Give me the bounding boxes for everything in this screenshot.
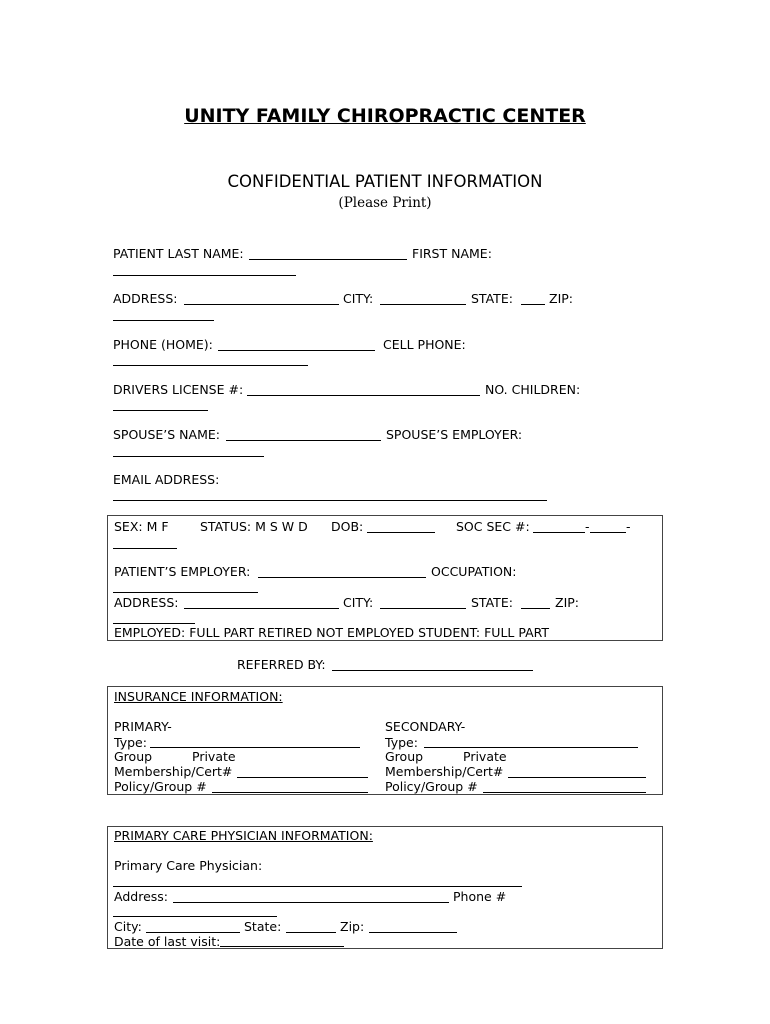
patient-employer-field[interactable] [258,577,426,578]
primary-membership-label: Membership/Cert# [114,764,233,779]
no-children-field[interactable] [113,410,208,411]
physician-phone-label: Phone # [453,889,507,904]
form-subtitle: CONFIDENTIAL PATIENT INFORMATION [227,172,543,191]
employer-zip-label: ZIP: [555,595,579,610]
physician-name-field[interactable] [113,886,522,887]
employer-city-label: CITY: [343,595,374,610]
referred-by-field[interactable] [332,670,533,671]
dob-field[interactable] [367,532,435,533]
status-label: STATUS: M S W D [200,519,308,534]
physician-city-label: City: [114,919,142,934]
physician-city-field[interactable] [146,932,240,933]
soc-sec-field-3[interactable] [113,548,177,549]
referred-by-label: REFERRED BY: [237,657,326,672]
physician-zip-field[interactable] [369,932,457,933]
first-name-label: FIRST NAME: [412,246,492,261]
spouse-name-label: SPOUSE’S NAME: [113,427,220,442]
primary-policy-label: Policy/Group # [114,779,207,794]
phone-home-label: PHONE (HOME): [113,337,213,352]
spouse-employer-label: SPOUSE’S EMPLOYER: [386,427,523,442]
physician-state-label: State: [244,919,282,934]
email-field[interactable] [113,500,547,501]
sex-label: SEX: M F [114,519,169,534]
cell-phone-label: CELL PHONE: [383,337,466,352]
physician-zip-label: Zip: [340,919,365,934]
state-label: STATE: [471,291,513,306]
secondary-policy-field[interactable] [483,792,646,793]
spouse-employer-field[interactable] [113,456,264,457]
primary-membership-field[interactable] [237,777,368,778]
secondary-type-label: Type: [385,735,418,750]
phone-home-field[interactable] [218,350,375,351]
employer-state-field[interactable] [521,608,550,609]
primary-type-label: Type: [114,735,147,750]
no-children-label: NO. CHILDREN: [485,382,581,397]
secondary-type-field[interactable] [424,747,638,748]
physician-phone-field[interactable] [113,916,277,917]
last-visit-field[interactable] [220,946,344,947]
address-field[interactable] [184,304,339,305]
spouse-name-field[interactable] [226,440,381,441]
address-label: ADDRESS: [113,291,178,306]
zip-field[interactable] [113,320,214,321]
employer-zip-field[interactable] [113,623,195,624]
secondary-membership-label: Membership/Cert# [385,764,504,779]
zip-label: ZIP: [549,291,573,306]
secondary-insurance-heading: SECONDARY- [385,719,466,734]
employer-city-field[interactable] [380,608,466,609]
insurance-heading: INSURANCE INFORMATION: [114,689,283,704]
physician-address-label: Address: [114,889,168,904]
city-label: CITY: [343,291,374,306]
primary-private-option[interactable]: Private [192,749,236,764]
city-field[interactable] [380,304,466,305]
soc-sec-label: SOC SEC #: [456,519,530,534]
occupation-label: OCCUPATION: [431,564,517,579]
primary-policy-field[interactable] [212,792,368,793]
secondary-membership-field[interactable] [508,777,646,778]
last-name-label: PATIENT LAST NAME: [113,246,244,261]
form-title: UNITY FAMILY CHIROPRACTIC CENTER [184,105,586,127]
last-name-field[interactable] [249,259,407,260]
primary-insurance-heading: PRIMARY- [114,719,172,734]
physician-name-label: Primary Care Physician: [114,858,263,873]
first-name-field[interactable] [113,275,296,276]
print-instruction: (Please Print) [338,195,432,211]
secondary-private-option[interactable]: Private [463,749,507,764]
cell-phone-field[interactable] [113,365,308,366]
primary-group-option[interactable]: Group [114,749,153,764]
soc-sec-field-2[interactable] [590,532,626,533]
last-visit-label: Date of last visit: [114,934,221,949]
email-label: EMAIL ADDRESS: [113,472,220,487]
employer-state-label: STATE: [471,595,513,610]
patient-employer-label: PATIENT’S EMPLOYER: [114,564,251,579]
secondary-group-option[interactable]: Group [385,749,424,764]
drivers-license-field[interactable] [247,395,480,396]
primary-type-field[interactable] [150,747,360,748]
secondary-policy-label: Policy/Group # [385,779,478,794]
employer-address-field[interactable] [184,608,339,609]
drivers-license-label: DRIVERS LICENSE #: [113,382,244,397]
employer-address-label: ADDRESS: [114,595,179,610]
physician-box [107,826,663,949]
soc-sec-field-1[interactable] [533,532,585,533]
state-field[interactable] [521,304,545,305]
dob-label: DOB: [331,519,364,534]
physician-state-field[interactable] [286,932,336,933]
occupation-field[interactable] [113,592,258,593]
employment-status-label: EMPLOYED: FULL PART RETIRED NOT EMPLOYED STUDENT: FULL PART [114,625,550,640]
physician-address-field[interactable] [173,902,449,903]
physician-heading: PRIMARY CARE PHYSICIAN INFORMATION: [114,828,373,843]
